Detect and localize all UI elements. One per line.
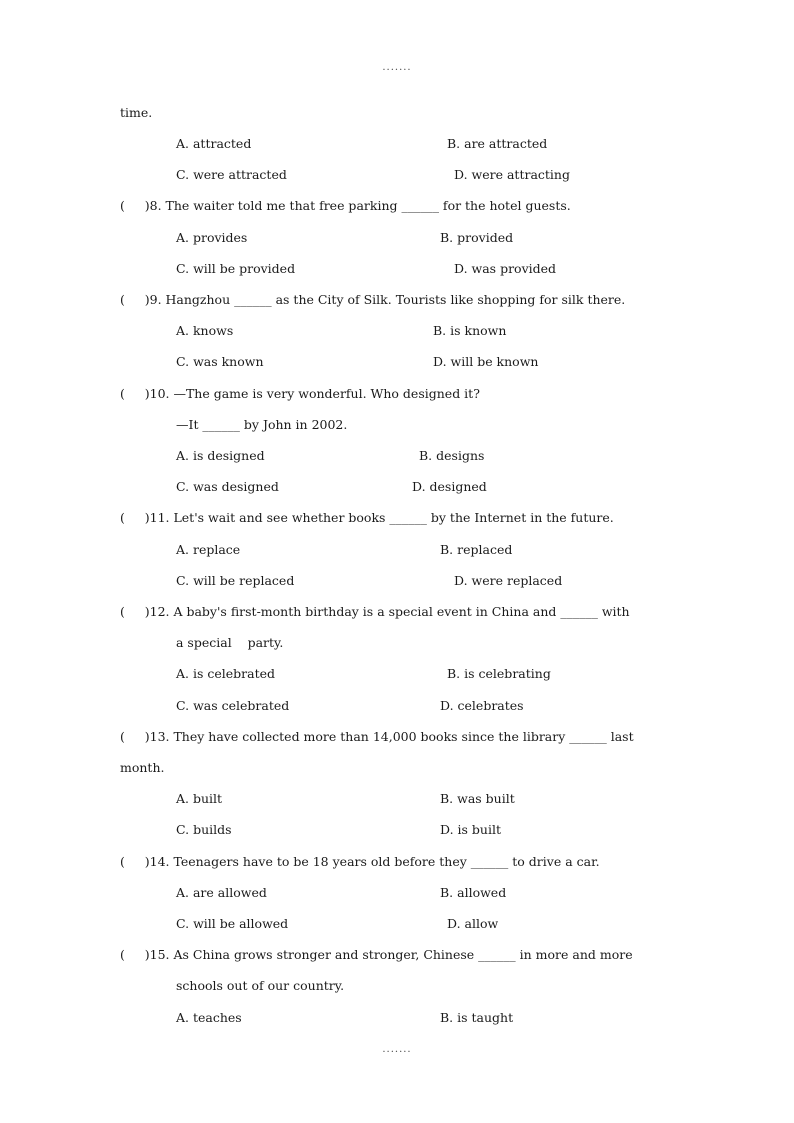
question-13-continued: month. bbox=[120, 760, 165, 775]
question-13: ( )13. They have collected more than 14,000 books since the library ______ last bbox=[120, 729, 634, 744]
option-a: A. teaches bbox=[176, 1010, 242, 1025]
option-d: D. was provided bbox=[454, 261, 557, 276]
option-c: C. was known bbox=[176, 354, 264, 369]
option-c: C. will be provided bbox=[176, 261, 296, 276]
question-9: ( )9. Hangzhou ______ as the City of Silk. Tourists like shopping for silk there. bbox=[120, 292, 626, 307]
question-10: ( )10. —The game is very wonderful. Who designed it? bbox=[120, 386, 480, 401]
option-a: A. knows bbox=[176, 323, 234, 338]
continued-line: time. bbox=[120, 105, 153, 120]
option-b: B. is taught bbox=[440, 1010, 514, 1025]
option-b: B. designs bbox=[419, 448, 485, 463]
option-b: B. replaced bbox=[440, 542, 513, 557]
option-d: D. were replaced bbox=[454, 573, 563, 588]
option-d: D. were attracting bbox=[454, 167, 570, 182]
option-d: D. will be known bbox=[433, 354, 539, 369]
option-b: B. provided bbox=[440, 230, 514, 245]
question-10-response: —It ______ by John in 2002. bbox=[176, 417, 348, 432]
option-a: A. is designed bbox=[176, 448, 265, 463]
option-b: B. is known bbox=[433, 323, 507, 338]
question-12: ( )12. A baby's first-month birthday is a special event in China and ______ with bbox=[120, 604, 630, 619]
option-a: A. built bbox=[176, 791, 223, 806]
option-b: B. are attracted bbox=[447, 136, 548, 151]
option-a: A. attracted bbox=[176, 136, 252, 151]
option-d: D. allow bbox=[447, 916, 499, 931]
option-d: D. designed bbox=[412, 479, 487, 494]
option-c: C. was celebrated bbox=[176, 698, 290, 713]
option-b: B. is celebrating bbox=[447, 666, 551, 681]
question-11: ( )11. Let's wait and see whether books ______ by the Internet in the future. bbox=[120, 510, 614, 525]
footer-dots: ....... bbox=[382, 1044, 412, 1055]
option-c: C. builds bbox=[176, 822, 232, 837]
question-12-continued: a special party. bbox=[176, 635, 284, 650]
option-a: A. provides bbox=[176, 230, 248, 245]
option-a: A. is celebrated bbox=[176, 666, 276, 681]
option-c: C. will be allowed bbox=[176, 916, 289, 931]
header-dots: ....... bbox=[382, 62, 412, 73]
question-15: ( )15. As China grows stronger and stronger, Chinese ______ in more and more bbox=[120, 947, 633, 962]
question-15-continued: schools out of our country. bbox=[176, 978, 345, 993]
option-a: A. replace bbox=[176, 542, 241, 557]
question-14: ( )14. Teenagers have to be 18 years old before they ______ to drive a car. bbox=[120, 854, 600, 869]
option-d: D. celebrates bbox=[440, 698, 524, 713]
option-c: C. will be replaced bbox=[176, 573, 295, 588]
option-b: B. was built bbox=[440, 791, 515, 806]
option-a: A. are allowed bbox=[176, 885, 267, 900]
option-c: C. were attracted bbox=[176, 167, 287, 182]
question-8: ( )8. The waiter told me that free parking ______ for the hotel guests. bbox=[120, 198, 571, 213]
option-c: C. was designed bbox=[176, 479, 279, 494]
option-d: D. is built bbox=[440, 822, 501, 837]
option-b: B. allowed bbox=[440, 885, 507, 900]
